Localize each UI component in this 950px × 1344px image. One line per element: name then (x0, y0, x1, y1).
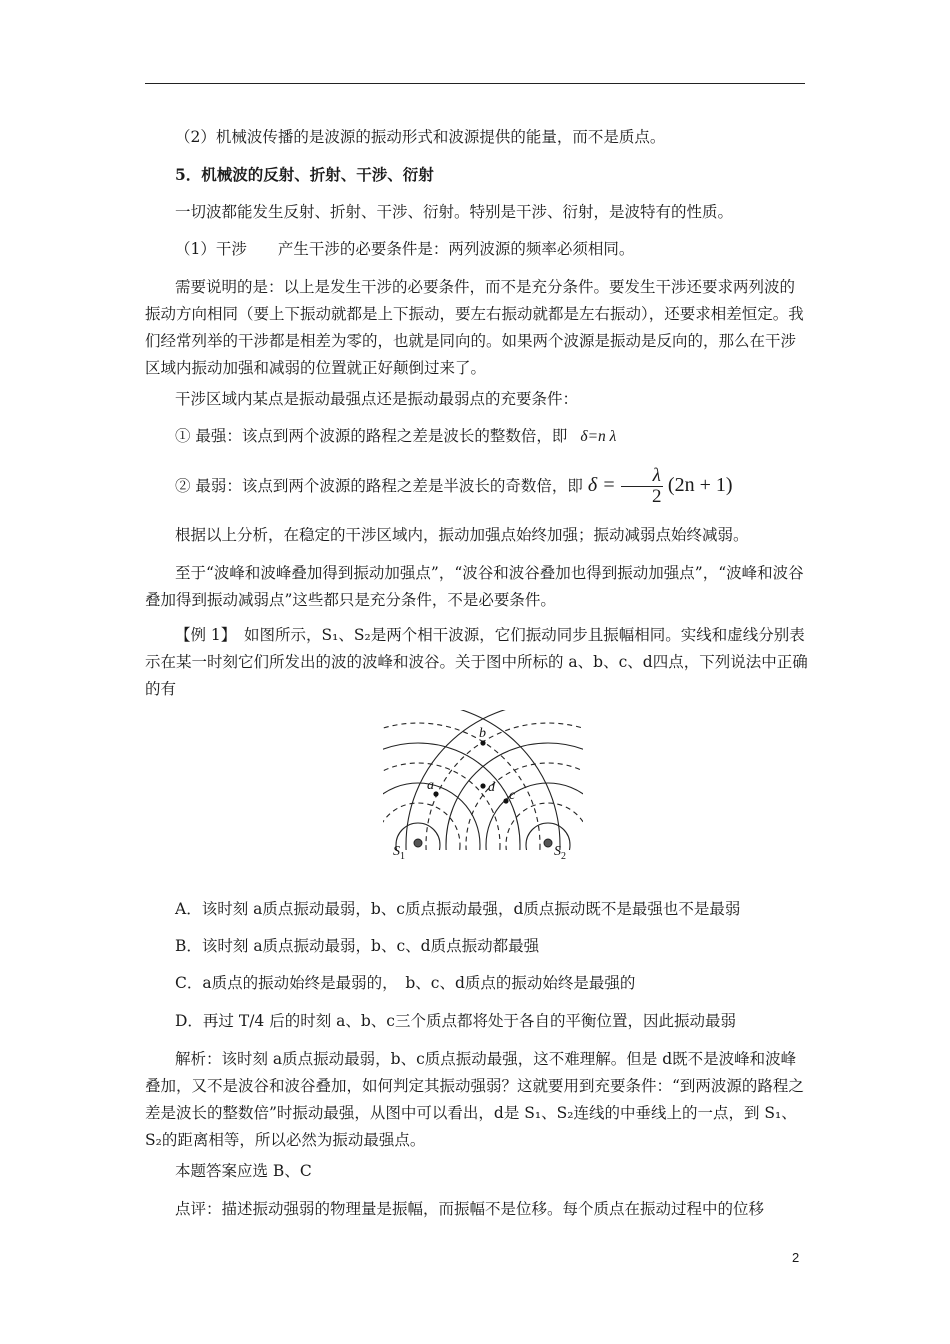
paragraph-sufficient: 至于“波峰和波峰叠加得到振动加强点”，“波谷和波谷叠加也得到振动加强点”，“波峰和波谷叠加得到振动减弱点”这些都只是充分条件，不是必要条件。 (145, 564, 804, 609)
label-b: b (479, 726, 486, 741)
option-c: C．a质点的振动始终是最弱的， b、c、d质点的振动始终是最强的 (175, 974, 636, 992)
label-a: a (427, 778, 434, 793)
option-d: D．再过 T/4 后的时刻 a、b、c三个质点都将处于各自的平衡位置，因此振动最弱 (175, 1012, 736, 1030)
label-s2: $S_2$ (554, 844, 566, 862)
condition-weakest-text: ② 最弱：该点到两个波源的路程之差是半波长的奇数倍，即 (175, 477, 583, 496)
s1-wave-crests (383, 710, 560, 865)
formula-denominator: 2 (652, 486, 662, 507)
point-a-dot (433, 791, 438, 796)
formula-weakest (587, 465, 733, 507)
condition-weakest (145, 466, 810, 507)
paragraph-intro: 一切波都能发生反射、折射、干涉、衍射。特别是干涉、衍射，是波特有的性质。 (175, 203, 734, 221)
source-s1-dot (414, 839, 422, 847)
label-s1: $S_1$ (393, 844, 405, 862)
paragraph-interference: （1）干涉 产生干涉的必要条件是：两列波源的频率必须相同。 (175, 240, 635, 258)
interference-figure (383, 710, 583, 865)
formula-strongest: δ=n λ (580, 428, 617, 445)
paragraph-wave-energy: （2）机械波传播的是波源的振动形式和波源提供的能量，而不是质点。 (175, 128, 666, 146)
formula-rhs: (2n + 1) (667, 474, 733, 497)
point-b-dot (480, 740, 485, 745)
condition-strongest (145, 423, 810, 450)
header-rule (145, 83, 805, 84)
formula-fraction (621, 466, 663, 507)
formula-numerator: λ (621, 466, 663, 487)
paragraph-comment: 点评：描述振动强弱的物理量是振幅，而振幅不是位移。每个质点在振动过程中的位移 (175, 1200, 765, 1218)
page-number: 2 (792, 1250, 800, 1265)
paragraph-answer: 本题答案应选 B、C (175, 1162, 312, 1180)
point-d-dot (480, 783, 485, 788)
point-c-dot (503, 798, 508, 803)
label-d: d (488, 780, 495, 795)
option-a: A．该时刻 a质点振动最弱，b、c质点振动最强，d质点振动既不是最强也不是最弱 (175, 900, 741, 918)
paragraph-note: 需要说明的是：以上是发生干涉的必要条件，而不是充分条件。要发生干涉还要求两列波的振动方向相同（要上下振动就都是上下振动，要左右振动就都是左右振动），还要求相差恒定。我们经常列举的干涉都是相差为零的，也就是同向的。如果两个波源是振动是反向的，那么在干涉区域内振动加强和减弱的位置就正好颠倒过来了。 (145, 278, 804, 377)
paragraph-condition-title: 干涉区域内某点是振动最强点还是振动最弱点的充要条件： (175, 390, 579, 408)
example-question: 【例 1】 如图所示，S₁、S₂是两个相干波源，它们振动同步且振幅相同。实线和虚线分别表示在某一时刻它们所发出的波的波峰和波谷。关于图中所标的 a、b、c、d四点，下列说法中正确的有 (145, 626, 808, 698)
label-c: c (509, 788, 516, 803)
formula-lhs: δ = (587, 474, 616, 497)
section-heading-5: 5．机械波的反射、折射、干涉、衍射 (175, 165, 434, 184)
paragraph-conclusion: 根据以上分析，在稳定的干涉区域内，振动加强点始终加强；振动减弱点始终减弱。 (175, 526, 749, 544)
paragraph-analysis: 解析：该时刻 a质点振动最弱，b、c质点振动最强，这不难理解。但是 d既不是波峰和波峰叠加，又不是波谷和波谷叠加，如何判定其振动强弱？这就要用到充要条件：“到两波源的路程之差是波长的整数倍”时振动最强，从图中可以看出，d是 S₁、S₂连线的中垂线上的一点，到 S₁、S₂的距离相等，所以必然为振动最强点。 (145, 1050, 804, 1149)
source-s2-dot (544, 839, 552, 847)
option-b: B．该时刻 a质点振动最弱，b、c、d质点振动都最强 (175, 937, 540, 955)
condition-strongest-text: ① 最强：该点到两个波源的路程之差是波长的整数倍，即 (175, 427, 568, 445)
